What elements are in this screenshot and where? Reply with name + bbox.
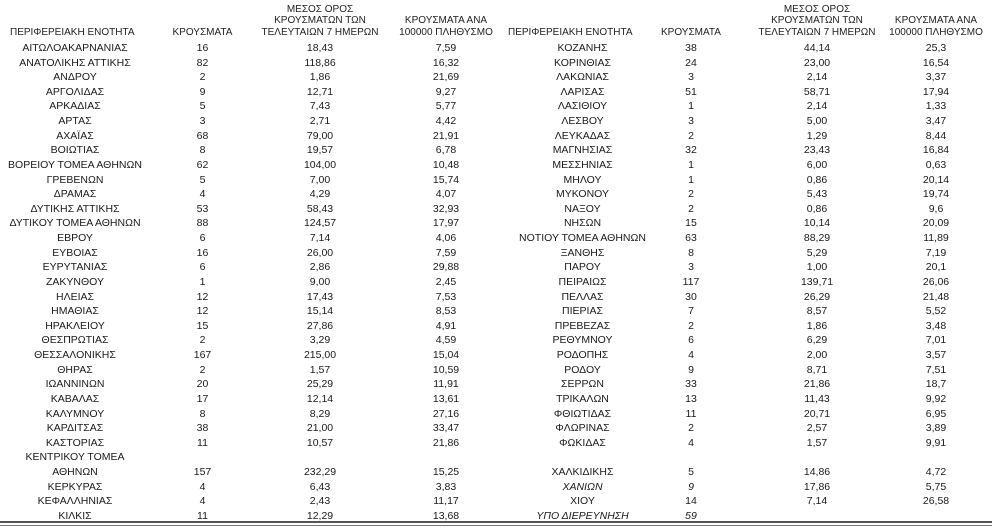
right-per100k-cell: 9,92 <box>925 392 947 405</box>
right-per100k-cell: 6,95 <box>925 407 947 420</box>
right-region-cell: ΛΑΣΙΘΙΟΥ <box>557 100 608 113</box>
left-region-cell: ΔΥΤΙΚΟΥ ΤΟΜΕΑ ΑΘΗΝΩΝ <box>9 217 141 230</box>
left-avg-cell: 232,29 <box>303 465 337 478</box>
right-region-cell: ΚΟΡΙΝΘΙΑΣ <box>554 56 611 69</box>
left-region-cell: ΔΡΑΜΑΣ <box>53 188 97 201</box>
left-per100k-cell: 27,16 <box>432 407 460 420</box>
header-cases-left: ΚΡΟΥΣΜΑΤΑ <box>172 26 233 38</box>
left-cases-cell: 3 <box>199 115 206 128</box>
right-cases-cell: 3 <box>688 261 694 274</box>
left-cases-cell: 1 <box>199 275 206 288</box>
left-cases-cell: 53 <box>196 202 209 215</box>
left-region-cell: ΗΜΑΘΙΑΣ <box>51 305 99 318</box>
left-region-cell: ΕΥΡΥΤΑΝΙΑΣ <box>42 261 108 274</box>
right-cases-cell: 5 <box>688 465 694 478</box>
right-per100k-cell: 26,58 <box>922 495 950 508</box>
table-row <box>0 333 992 348</box>
left-region-cell: ΗΡΑΚΛΕΙΟΥ <box>45 319 105 332</box>
left-avg-cell: 21,00 <box>306 422 334 435</box>
left-cases-cell: 12 <box>196 290 209 303</box>
right-region-cell: ΦΘΙΩΤΙΔΑΣ <box>553 407 612 420</box>
left-avg-cell: 7,43 <box>309 100 331 113</box>
left-avg-cell: 124,57 <box>303 217 337 230</box>
right-per100k-cell: 16,84 <box>922 144 950 157</box>
right-region-cell: ΝΗΣΩΝ <box>563 217 602 230</box>
left-cases-cell: 4 <box>199 495 206 508</box>
right-region-cell: ΦΛΩΡΙΝΑΣ <box>555 422 610 435</box>
right-cases-cell: 11 <box>685 407 697 420</box>
right-cases-cell: 38 <box>685 42 697 54</box>
left-avg-cell: 17,43 <box>306 290 334 303</box>
right-avg-cell: 44,14 <box>803 42 831 54</box>
right-cases-cell: 3 <box>688 71 694 84</box>
left-avg-cell: 9,00 <box>309 275 331 288</box>
table-row <box>0 407 992 422</box>
header-cases-right: ΚΡΟΥΣΜΑΤΑ <box>661 26 721 38</box>
right-per100k-cell: 3,47 <box>925 115 947 128</box>
bottom-rule <box>0 521 992 523</box>
left-cases-cell: 5 <box>199 100 206 113</box>
table-row <box>0 363 992 378</box>
left-cases-cell: 11 <box>197 436 208 449</box>
right-cases-cell: 59 <box>685 509 697 522</box>
right-per100k-cell: 20,1 <box>925 261 947 274</box>
table-row <box>0 41 992 56</box>
left-region-cell: ΑΝΑΤΟΛΙΚΗΣ ΑΤΤΙΚΗΣ <box>19 56 131 69</box>
left-cases-cell: 82 <box>196 56 209 69</box>
left-cases-cell: 6 <box>199 261 206 274</box>
left-per100k-cell: 2,45 <box>435 275 457 288</box>
table-row <box>0 290 992 305</box>
right-cases-cell: 2 <box>688 319 694 332</box>
right-per100k-cell: 21,48 <box>922 290 950 303</box>
left-cases-cell: 88 <box>196 217 209 230</box>
right-cases-cell: 14 <box>685 495 697 508</box>
left-cases-cell: 68 <box>196 129 209 142</box>
header-avg-right: ΜΕΣΟΣ ΟΡΟΣ ΚΡΟΥΣΜΑΤΩΝ ΤΩΝ ΤΕΛΕΥΤΑΙΩΝ 7 ΗΜΕΡΩΝ <box>758 3 876 38</box>
right-avg-cell: 1,86 <box>806 319 828 332</box>
right-per100k-cell: 1,33 <box>925 100 947 113</box>
right-avg-cell: 26,29 <box>803 290 831 303</box>
right-region-cell: ΡΟΔΟΠΗΣ <box>556 349 609 362</box>
right-cases-cell: 7 <box>688 305 694 318</box>
right-region-cell: ΧΑΛΚΙΔΙΚΗΣ <box>551 465 614 478</box>
left-per100k-cell: 11,91 <box>433 378 459 391</box>
right-region-cell: ΡΟΔΟΥ <box>564 363 601 376</box>
left-region-cell: ΑΡΚΑΔΙΑΣ <box>49 100 101 113</box>
left-cases-cell: 2 <box>199 71 206 84</box>
left-region-cell: ΚΕΡΚΥΡΑΣ <box>47 480 103 493</box>
left-per100k-cell: 10,48 <box>432 158 460 171</box>
table-row <box>0 70 992 85</box>
right-cases-cell: 1 <box>688 158 694 171</box>
left-avg-cell: 7,14 <box>309 232 331 245</box>
left-cases-cell: 8 <box>199 144 206 157</box>
right-cases-cell: 51 <box>685 85 697 98</box>
right-region-cell: ΠΡΕΒΕΖΑΣ <box>554 319 611 332</box>
left-per100k-cell: 4,91 <box>435 319 457 332</box>
right-cases-cell: 3 <box>688 115 694 128</box>
right-avg-cell: 0,86 <box>806 173 828 186</box>
right-region-cell: ΡΕΘΥΜΝΟΥ <box>552 334 613 347</box>
right-region-cell: ΛΑΡΙΣΑΣ <box>560 85 605 98</box>
right-per100k-cell: 20,09 <box>922 217 950 230</box>
table-row <box>0 231 992 246</box>
right-region-cell: ΛΕΣΒΟΥ <box>561 115 604 128</box>
left-per100k-cell: 5,77 <box>435 100 457 113</box>
left-region-cell: ΘΕΣΠΡΩΤΙΑΣ <box>41 334 109 347</box>
right-cases-cell: 9 <box>688 363 694 376</box>
left-avg-cell: 2,71 <box>309 115 331 128</box>
left-per100k-cell: 15,25 <box>432 465 460 478</box>
table-row <box>0 319 992 334</box>
left-per100k-cell: 9,27 <box>435 85 457 98</box>
table-row <box>0 173 992 188</box>
left-avg-cell: 104,00 <box>303 158 337 171</box>
right-region-cell: ΤΡΙΚΑΛΩΝ <box>556 392 609 405</box>
left-avg-cell: 79,00 <box>306 129 334 142</box>
right-cases-cell: 2 <box>688 188 694 201</box>
right-avg-cell: 21,86 <box>803 378 831 391</box>
right-cases-cell: 30 <box>685 290 697 303</box>
left-region-cell: ΚΕΝΤΡΙΚΟΥ ΤΟΜΕΑ <box>25 451 125 464</box>
left-per100k-cell: 32,93 <box>432 202 460 215</box>
left-region-cell: ΒΟΙΩΤΙΑΣ <box>50 144 100 157</box>
right-avg-cell: 139,71 <box>800 275 834 288</box>
right-per100k-cell: 19,74 <box>922 188 950 201</box>
left-cases-cell: 11 <box>197 509 208 522</box>
right-region-cell: ΛΕΥΚΑΔΑΣ <box>554 129 611 142</box>
right-cases-cell: 2 <box>688 202 694 215</box>
left-avg-cell: 7,00 <box>309 173 331 186</box>
right-per100k-cell: 3,48 <box>925 319 947 332</box>
right-avg-cell: 88,29 <box>803 232 831 245</box>
right-per100k-cell: 26,06 <box>922 275 950 288</box>
right-avg-cell: 14,86 <box>803 465 831 478</box>
left-cases-cell: 5 <box>199 173 206 186</box>
right-cases-cell: 63 <box>685 232 697 245</box>
left-avg-cell: 19,57 <box>306 144 334 157</box>
right-per100k-cell: 3,89 <box>925 422 947 435</box>
right-cases-cell: 32 <box>685 144 697 157</box>
left-per100k-cell: 7,53 <box>435 290 457 303</box>
left-per100k-cell: 4,59 <box>435 334 457 347</box>
right-region-cell: ΣΕΡΡΩΝ <box>561 378 604 391</box>
header-per100k-right: ΚΡΟΥΣΜΑΤΑ ΑΝΑ 100000 ΠΛΗΘΥΣΜΟ <box>889 15 983 38</box>
right-region-cell: ΞΑΝΘΗΣ <box>560 246 605 259</box>
right-per100k-cell: 17,94 <box>922 85 950 98</box>
right-cases-cell: 4 <box>688 349 694 362</box>
right-avg-cell: 1,00 <box>806 261 828 274</box>
right-region-cell: ΧΙΟΥ <box>570 495 595 508</box>
right-avg-cell: 8,57 <box>806 305 828 318</box>
left-cases-cell: 15 <box>196 319 209 332</box>
table-row <box>0 450 992 465</box>
right-cases-cell: 6 <box>688 334 694 347</box>
table-row <box>0 348 992 363</box>
left-avg-cell: 118,86 <box>304 56 336 69</box>
right-cases-cell: 13 <box>685 392 697 405</box>
left-cases-cell: 12 <box>196 305 209 318</box>
left-per100k-cell: 21,91 <box>432 129 460 142</box>
right-cases-cell: 117 <box>682 275 700 288</box>
left-per100k-cell: 13,61 <box>432 392 460 405</box>
left-per100k-cell: 11,17 <box>433 495 459 508</box>
table-row <box>0 494 992 509</box>
table-row <box>0 202 992 217</box>
right-per100k-cell: 7,51 <box>925 363 947 376</box>
left-per100k-cell: 13,68 <box>432 509 460 522</box>
left-avg-cell: 2,86 <box>309 261 331 274</box>
left-region-cell: ΑΝΔΡΟΥ <box>53 71 97 84</box>
right-region-cell: ΜΕΣΣΗΝΙΑΣ <box>552 158 613 171</box>
table-row <box>0 275 992 290</box>
left-cases-cell: 9 <box>199 85 206 98</box>
right-per100k-cell: 18,7 <box>925 378 947 391</box>
left-region-cell: ΘΗΡΑΣ <box>57 363 93 376</box>
table-row <box>0 304 992 319</box>
left-per100k-cell: 33,47 <box>432 422 460 435</box>
left-cases-cell: 4 <box>199 480 206 493</box>
right-per100k-cell: 9,91 <box>925 436 947 449</box>
left-region-cell: ΑΘΗΝΩΝ <box>52 465 98 478</box>
left-region-cell: ΚΙΛΚΙΣ <box>58 509 92 522</box>
right-avg-cell: 5,00 <box>806 115 828 128</box>
right-per100k-cell: 0,63 <box>925 158 947 171</box>
table-row <box>0 480 992 495</box>
left-per100k-cell: 4,06 <box>435 232 457 245</box>
right-per100k-cell: 11,89 <box>923 232 949 245</box>
left-avg-cell: 25,29 <box>306 378 334 391</box>
right-avg-cell: 1,29 <box>806 129 828 142</box>
table-row <box>0 246 992 261</box>
table-row <box>0 187 992 202</box>
left-per100k-cell: 10,59 <box>432 363 460 376</box>
table-row <box>0 260 992 275</box>
right-per100k-cell: 5,52 <box>925 305 947 318</box>
left-per100k-cell: 15,04 <box>432 349 460 362</box>
right-avg-cell: 5,43 <box>806 188 828 201</box>
left-avg-cell: 2,43 <box>309 495 331 508</box>
left-avg-cell: 6,43 <box>309 480 331 493</box>
right-region-cell: ΧΑΝΙΩΝ <box>562 480 603 493</box>
left-region-cell: ΓΡΕΒΕΝΩΝ <box>46 173 104 186</box>
right-region-cell: ΦΩΚΙΔΑΣ <box>559 436 606 449</box>
left-cases-cell: 6 <box>199 232 206 245</box>
left-avg-cell: 4,29 <box>309 188 331 201</box>
left-avg-cell: 12,14 <box>306 392 334 405</box>
left-region-cell: ΙΩΑΝΝΙΝΩΝ <box>45 378 105 391</box>
right-cases-cell: 4 <box>688 436 694 449</box>
right-per100k-cell: 3,57 <box>925 349 947 362</box>
left-avg-cell: 15,14 <box>306 305 334 318</box>
left-cases-cell: 38 <box>196 422 209 435</box>
right-avg-cell: 6,29 <box>806 334 828 347</box>
left-avg-cell: 58,43 <box>306 202 334 215</box>
left-avg-cell: 1,86 <box>309 71 331 84</box>
right-avg-cell: 58,71 <box>803 85 831 98</box>
table-row <box>0 158 992 173</box>
right-avg-cell: 0,86 <box>806 202 828 215</box>
header-region-right: ΠΕΡΙΦΕΡΕΙΑΚΗ ΕΝΟΤΗΤΑ <box>508 26 633 38</box>
left-region-cell: ΕΒΡΟΥ <box>57 232 93 245</box>
table-row <box>0 421 992 436</box>
right-avg-cell: 23,00 <box>803 56 831 69</box>
table-row <box>0 99 992 114</box>
right-region-cell: ΜΥΚΟΝΟΥ <box>555 188 609 201</box>
table-row <box>0 56 992 71</box>
header-avg-left: ΜΕΣΟΣ ΟΡΟΣ ΚΡΟΥΣΜΑΤΩΝ ΤΩΝ ΤΕΛΕΥΤΑΙΩΝ 7 ΗΜΕΡΩΝ <box>261 3 379 38</box>
left-region-cell: ΚΑΛΥΜΝΟΥ <box>45 407 105 420</box>
left-avg-cell: 8,29 <box>309 407 331 420</box>
right-per100k-cell: 7,19 <box>925 246 947 259</box>
table-row <box>0 85 992 100</box>
left-region-cell: ΚΕΦΑΛΛΗΝΙΑΣ <box>37 495 113 508</box>
left-cases-cell: 8 <box>199 407 206 420</box>
left-per100k-cell: 4,42 <box>435 115 457 128</box>
right-avg-cell: 23,43 <box>803 144 831 157</box>
right-avg-cell: 2,14 <box>806 71 828 84</box>
table-row <box>0 114 992 129</box>
right-avg-cell: 5,29 <box>806 246 828 259</box>
right-region-cell: ΠΕΙΡΑΙΩΣ <box>558 275 607 288</box>
left-avg-cell: 18,43 <box>306 42 334 54</box>
left-avg-cell: 215,00 <box>303 349 337 362</box>
right-region-cell: ΛΑΚΩΝΙΑΣ <box>556 71 609 84</box>
right-region-cell: ΠΙΕΡΙΑΣ <box>562 305 603 318</box>
right-region-cell: ΥΠΟ ΔΙΕΡΕΥΝΗΣΗ <box>536 509 629 522</box>
left-cases-cell: 16 <box>196 42 209 54</box>
right-avg-cell: 7,14 <box>806 495 828 508</box>
left-per100k-cell: 21,69 <box>432 71 460 84</box>
right-per100k-cell: 8,44 <box>925 129 947 142</box>
left-per100k-cell: 6,78 <box>435 144 457 157</box>
table-row <box>0 216 992 231</box>
right-per100k-cell: 16,54 <box>922 56 950 69</box>
right-cases-cell: 2 <box>688 422 694 435</box>
right-avg-cell: 1,57 <box>806 436 828 449</box>
right-avg-cell: 10,14 <box>803 217 831 230</box>
right-region-cell: ΝΟΤΙΟΥ ΤΟΜΕΑ ΑΘΗΝΩΝ <box>519 232 646 245</box>
left-avg-cell: 10,57 <box>306 436 334 449</box>
left-region-cell: ΗΛΕΙΑΣ <box>55 290 94 303</box>
right-region-cell: ΠΕΛΛΑΣ <box>561 290 604 303</box>
right-region-cell: ΝΑΞΟΥ <box>564 202 601 215</box>
right-avg-cell: 2,57 <box>806 422 828 435</box>
left-cases-cell: 2 <box>199 334 206 347</box>
left-cases-cell: 17 <box>196 392 209 405</box>
left-region-cell: ΒΟΡΕΙΟΥ ΤΟΜΕΑ ΑΘΗΝΩΝ <box>8 158 142 171</box>
left-avg-cell: 1,57 <box>309 363 331 376</box>
left-cases-cell: 4 <box>199 188 206 201</box>
left-per100k-cell: 29,88 <box>432 261 460 274</box>
table-row <box>0 129 992 144</box>
right-avg-cell: 11,43 <box>804 392 830 405</box>
left-per100k-cell: 16,32 <box>432 56 460 69</box>
right-avg-cell: 6,00 <box>806 158 828 171</box>
left-avg-cell: 26,00 <box>306 246 334 259</box>
left-cases-cell: 2 <box>199 363 206 376</box>
right-cases-cell: 1 <box>688 100 694 113</box>
right-per100k-cell: 5,75 <box>925 480 947 493</box>
left-per100k-cell: 3,83 <box>435 480 457 493</box>
left-cases-cell: 20 <box>196 378 209 391</box>
right-avg-cell: 2,00 <box>806 349 828 362</box>
left-per100k-cell: 8,53 <box>435 305 457 318</box>
left-avg-cell: 3,29 <box>309 334 331 347</box>
left-region-cell: ΔΥΤΙΚΗΣ ΑΤΤΙΚΗΣ <box>30 202 120 215</box>
right-cases-cell: 2 <box>688 129 694 142</box>
right-cases-cell: 8 <box>688 246 694 259</box>
left-cases-cell: 62 <box>196 158 209 171</box>
right-cases-cell: 15 <box>685 217 697 230</box>
left-region-cell: ΚΑΡΔΙΤΣΑΣ <box>46 422 104 435</box>
right-cases-cell: 33 <box>685 378 697 391</box>
table-row <box>0 392 992 407</box>
bottom-rule-thin <box>0 525 992 526</box>
left-avg-cell: 27,86 <box>306 319 334 332</box>
right-avg-cell: 8,71 <box>806 363 828 376</box>
right-per100k-cell: 4,72 <box>925 465 947 478</box>
left-cases-cell: 157 <box>193 465 212 478</box>
left-region-cell: ΑΧΑΪΑΣ <box>56 129 94 142</box>
right-avg-cell: 17,86 <box>803 480 831 493</box>
table-row <box>0 377 992 392</box>
right-region-cell: ΠΑΡΟΥ <box>564 261 601 274</box>
right-per100k-cell: 3,37 <box>925 71 947 84</box>
left-per100k-cell: 7,59 <box>435 42 457 54</box>
left-region-cell: ΑΡΤΑΣ <box>58 115 92 128</box>
table-row <box>0 465 992 480</box>
right-region-cell: ΜΗΛΟΥ <box>563 173 602 186</box>
right-avg-cell: 2,14 <box>806 100 828 113</box>
left-region-cell: ΑΙΤΩΛΟΑΚΑΡΝΑΝΙΑΣ <box>22 42 128 54</box>
table-row <box>0 143 992 158</box>
right-region-cell: ΜΑΓΝΗΣΙΑΣ <box>552 144 613 157</box>
left-per100k-cell: 17,97 <box>432 217 460 230</box>
table-row <box>0 436 992 451</box>
left-per100k-cell: 21,86 <box>432 436 460 449</box>
right-per100k-cell: 9,6 <box>928 202 944 215</box>
left-region-cell: ΕΥΒΟΙΑΣ <box>52 246 98 259</box>
left-region-cell: ΚΑΣΤΟΡΙΑΣ <box>45 436 105 449</box>
left-region-cell: ΘΕΣΣΑΛΟΝΙΚΗΣ <box>34 349 116 362</box>
header-per100k-left: ΚΡΟΥΣΜΑΤΑ ΑΝΑ 100000 ΠΛΗΘΥΣΜΟ <box>399 15 493 38</box>
left-region-cell: ΚΑΒΑΛΑΣ <box>50 392 100 405</box>
left-per100k-cell: 4,07 <box>435 188 457 201</box>
left-per100k-cell: 15,74 <box>432 173 460 186</box>
right-cases-cell: 1 <box>688 173 694 186</box>
right-cases-cell: 9 <box>688 480 694 493</box>
left-cases-cell: 167 <box>193 349 212 362</box>
left-avg-cell: 12,29 <box>306 509 334 522</box>
left-avg-cell: 12,71 <box>306 85 334 98</box>
right-per100k-cell: 25,3 <box>925 42 947 54</box>
left-region-cell: ΑΡΓΟΛΙΔΑΣ <box>45 85 105 98</box>
right-per100k-cell: 7,01 <box>925 334 947 347</box>
right-avg-cell: 20,71 <box>803 407 831 420</box>
header-region-left: ΠΕΡΙΦΕΡΕΙΑΚΗ ΕΝΟΤΗΤΑ <box>10 26 135 38</box>
left-region-cell: ΖΑΚΥΝΘΟΥ <box>45 275 104 288</box>
right-region-cell: ΚΟΖΑΝΗΣ <box>557 42 608 54</box>
left-per100k-cell: 7,59 <box>435 246 457 259</box>
left-cases-cell: 16 <box>196 246 209 259</box>
right-cases-cell: 24 <box>685 56 697 69</box>
right-per100k-cell: 20,14 <box>922 173 950 186</box>
